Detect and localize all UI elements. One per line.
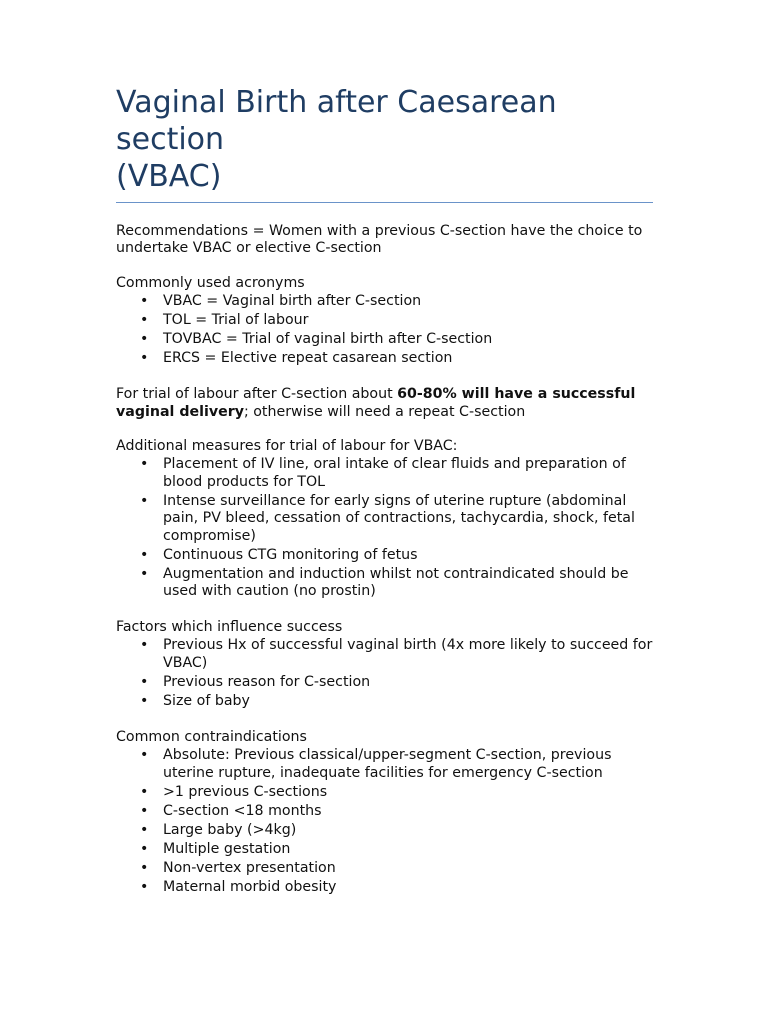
trial-success-rate: 60-80% will have a successful vaginal delivery [116,386,636,420]
measures-heading: Additional measures for trial of labour for VBAC: [116,438,458,455]
document-page [116,84,656,898]
list-item: • Augmentation and induction whilst not contraindicated should be used with caution (no prostin) [116,566,656,601]
recommendations-paragraph: Recommendations = Women with a previous C-section have the choice to undertake VBAC or elective C-section [116,223,643,257]
list-item: • Intense surveillance for early signs of uterine rupture (abdominal pain, PV bleed, cessation of contractions, tachycardia, shock, fetal compromise) [116,493,656,545]
document-body [116,223,656,896]
list-item: • TOL = Trial of labour [116,312,656,329]
list-item: • Continuous CTG monitoring of fetus [116,547,656,564]
list-item: • TOVBAC = Trial of vaginal birth after C-section [116,331,656,348]
acronyms-heading: Commonly used acronyms [116,274,305,291]
list-item: • C-section <18 months [116,803,656,820]
list-item: • >1 previous C-sections [116,784,656,801]
title-line-2: section [116,122,225,157]
list-item: • Size of baby [116,693,656,710]
list-item: • Previous Hx of successful vaginal birth (4x more likely to succeed for VBAC) [116,637,656,672]
factors-heading: Factors which influence success [116,619,343,636]
document-title [116,84,656,195]
list-item: • Large baby (>4kg) [116,822,656,839]
trial-of-labour-paragraph [116,386,656,421]
acronyms-list [116,293,656,367]
list-item: • Placement of IV line, oral intake of clear fluids and preparation of blood products for TOL [116,456,656,491]
trial-text-after: ; otherwise will need a repeat C-section [243,403,526,420]
contraindications-heading: Common contraindications [116,728,307,745]
list-item: • VBAC = Vaginal birth after C-section [116,293,656,310]
title-divider [116,202,653,203]
measures-list [116,456,656,600]
list-item: • Maternal morbid obesity [116,879,656,896]
trial-text-before: For trial of labour after C-section about [116,386,398,403]
factors-list [116,637,656,710]
list-item: • Non-vertex presentation [116,860,656,877]
list-item: • Absolute: Previous classical/upper-segment C-section, previous uterine rupture, inadequate facilities for emergency C-section [116,747,656,782]
title-line-1: Vaginal Birth after Caesarean [116,85,557,120]
title-line-3: (VBAC) [116,159,222,194]
list-item: • ERCS = Elective repeat casarean section [116,350,656,367]
list-item: • Previous reason for C-section [116,674,656,691]
contraindications-list [116,747,656,896]
list-item: • Multiple gestation [116,841,656,858]
